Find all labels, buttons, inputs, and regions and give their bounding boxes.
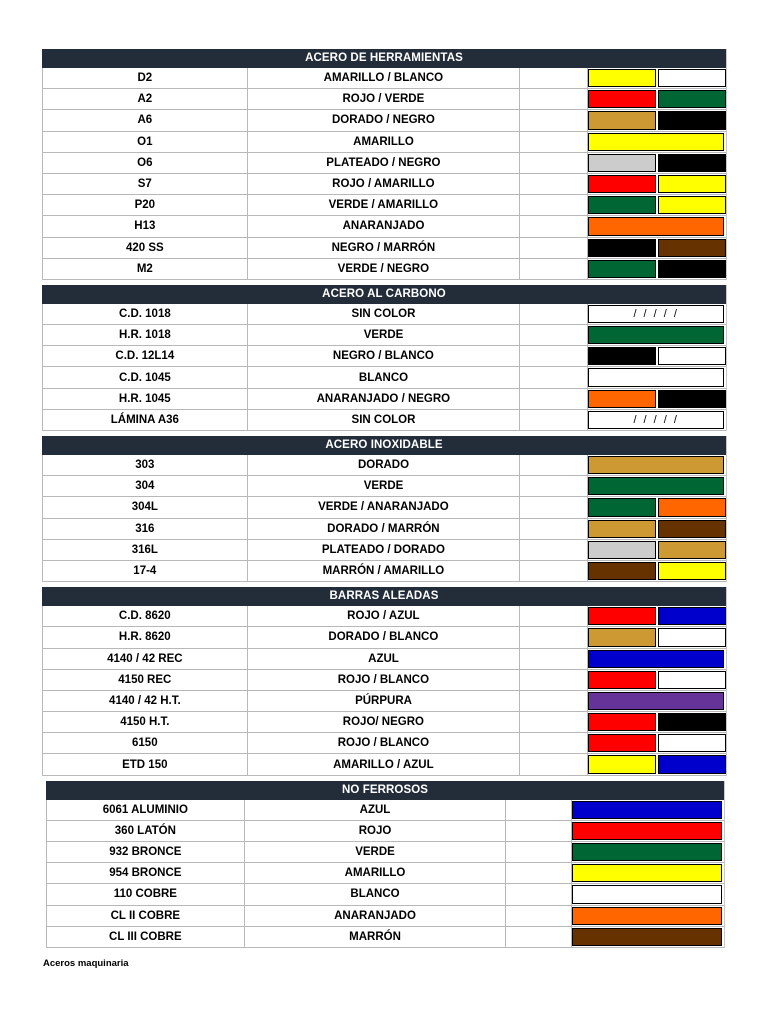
- grade-cell: 932 BRONCE: [46, 842, 244, 862]
- color-swatch: [588, 90, 656, 108]
- color-label-cell: PLATEADO / NEGRO: [247, 153, 520, 173]
- grade-cell: A6: [42, 110, 247, 130]
- grade-cell: 420 SS: [42, 238, 247, 258]
- grade-cell: H.R. 8620: [42, 627, 247, 647]
- swatch-cell: [587, 540, 726, 560]
- table-row: [42, 627, 726, 648]
- blank-cell: [519, 540, 587, 560]
- blank-cell: [519, 649, 587, 669]
- blank-cell: [519, 754, 587, 774]
- blank-cell: [505, 927, 571, 947]
- table-row: [42, 216, 726, 237]
- color-swatch: [588, 456, 724, 474]
- blank-cell: [505, 821, 571, 841]
- grade-cell: O1: [42, 132, 247, 152]
- color-swatch: [588, 498, 656, 516]
- swatch-cell: [587, 649, 726, 669]
- color-swatch: [588, 671, 656, 689]
- color-label-cell: DORADO: [247, 455, 520, 475]
- color-label-cell: AMARILLO: [244, 863, 506, 883]
- blank-cell: [505, 800, 571, 820]
- swatch-cell: [587, 259, 726, 279]
- color-swatch: [658, 520, 726, 538]
- color-label-cell: PLATEADO / DORADO: [247, 540, 520, 560]
- color-label-cell: ROJO / AZUL: [247, 606, 520, 626]
- color-label-cell: MARRÓN / AMARILLO: [247, 561, 520, 581]
- color-label-cell: ANARANJADO: [244, 906, 506, 926]
- grade-cell: CL III COBRE: [46, 927, 244, 947]
- swatch-cell: [587, 325, 726, 345]
- color-label-cell: DORADO / BLANCO: [247, 627, 520, 647]
- grade-cell: 4140 / 42 H.T.: [42, 691, 247, 711]
- blank-cell: [519, 455, 587, 475]
- color-swatch: [572, 864, 722, 882]
- grade-cell: H.R. 1045: [42, 389, 247, 409]
- section-acero-al-carbono: [42, 285, 727, 431]
- table-row: [42, 238, 726, 259]
- color-swatch: [658, 755, 726, 773]
- blank-cell: [519, 476, 587, 496]
- color-label-cell: VERDE: [247, 476, 520, 496]
- color-label-cell: VERDE: [247, 325, 520, 345]
- color-label-cell: ROJO / VERDE: [247, 89, 520, 109]
- blank-cell: [505, 906, 571, 926]
- blank-cell: [519, 89, 587, 109]
- table-row: [42, 304, 726, 325]
- table-row: [46, 842, 724, 863]
- color-swatch: [588, 368, 724, 386]
- color-swatch: [658, 541, 726, 559]
- color-label-cell: MARRÓN: [244, 927, 506, 947]
- table-row: [42, 346, 726, 367]
- color-swatch: [588, 562, 656, 580]
- blank-cell: [519, 561, 587, 581]
- swatch-cell: [587, 476, 726, 496]
- color-swatch: [658, 713, 726, 731]
- footer-caption: Aceros maquinaria: [43, 958, 129, 969]
- blank-cell: [519, 670, 587, 690]
- swatch-cell: [587, 304, 726, 324]
- section-barras-aleadas: [42, 587, 727, 776]
- color-label-cell: ROJO / AMARILLO: [247, 174, 520, 194]
- color-swatch: [588, 628, 656, 646]
- color-label-cell: AZUL: [247, 649, 520, 669]
- table-row: [42, 649, 726, 670]
- swatch-cell: [587, 174, 726, 194]
- grade-cell: LÁMINA A36: [42, 410, 247, 430]
- color-label-cell: ANARANJADO: [247, 216, 520, 236]
- blank-cell: [519, 174, 587, 194]
- table-row: [42, 367, 726, 388]
- color-swatch: [588, 326, 724, 344]
- color-label-cell: AMARILLO: [247, 132, 520, 152]
- swatch-cell: [571, 842, 724, 862]
- color-label-cell: DORADO / NEGRO: [247, 110, 520, 130]
- table-row: [46, 906, 724, 927]
- grade-cell: 6061 ALUMINIO: [46, 800, 244, 820]
- blank-cell: [519, 497, 587, 517]
- swatch-cell: [587, 132, 726, 152]
- color-swatch: [658, 628, 726, 646]
- blank-cell: [519, 304, 587, 324]
- grade-cell: M2: [42, 259, 247, 279]
- table-row: [42, 259, 726, 280]
- swatch-cell: [587, 110, 726, 130]
- blank-cell: [519, 389, 587, 409]
- swatch-cell: [587, 691, 726, 711]
- color-swatch: [658, 562, 726, 580]
- color-swatch: [588, 69, 656, 87]
- grade-cell: 304L: [42, 497, 247, 517]
- blank-cell: [519, 712, 587, 732]
- color-swatch: [658, 90, 726, 108]
- section-header: BARRAS ALEADAS: [42, 587, 726, 606]
- color-label-cell: AMARILLO / AZUL: [247, 754, 520, 774]
- grade-cell: 316: [42, 519, 247, 539]
- grade-cell: C.D. 8620: [42, 606, 247, 626]
- blank-cell: [519, 691, 587, 711]
- table-row: [46, 927, 724, 948]
- color-label-cell: ROJO / BLANCO: [247, 733, 520, 753]
- swatch-cell: [571, 800, 724, 820]
- color-swatch: [658, 260, 726, 278]
- table-row: [46, 821, 724, 842]
- swatch-cell: [587, 497, 726, 517]
- table-row: [42, 89, 726, 110]
- grade-cell: 6150: [42, 733, 247, 753]
- color-label-cell: VERDE / AMARILLO: [247, 195, 520, 215]
- color-swatch: [588, 217, 724, 235]
- color-swatch: [572, 928, 722, 946]
- table-row: [42, 497, 726, 518]
- grade-cell: 4150 H.T.: [42, 712, 247, 732]
- swatch-cell: [587, 410, 726, 430]
- blank-cell: [505, 884, 571, 904]
- grade-cell: 4140 / 42 REC: [42, 649, 247, 669]
- grade-cell: ETD 150: [42, 754, 247, 774]
- grade-cell: CL II COBRE: [46, 906, 244, 926]
- color-code-table: [42, 49, 726, 953]
- color-label-cell: DORADO / MARRÓN: [247, 519, 520, 539]
- color-label-cell: VERDE / NEGRO: [247, 259, 520, 279]
- color-swatch: [572, 843, 722, 861]
- table-row: [42, 561, 726, 582]
- swatch-cell: [571, 906, 724, 926]
- table-row: [42, 153, 726, 174]
- color-label-cell: ANARANJADO / NEGRO: [247, 389, 520, 409]
- blank-cell: [505, 842, 571, 862]
- table-row: [42, 476, 726, 497]
- swatch-cell: [587, 238, 726, 258]
- grade-cell: H.R. 1018: [42, 325, 247, 345]
- table-row: [42, 455, 726, 476]
- table-row: [42, 733, 726, 754]
- color-swatch: [588, 755, 656, 773]
- color-swatch: [658, 498, 726, 516]
- blank-cell: [519, 216, 587, 236]
- grade-cell: P20: [42, 195, 247, 215]
- grade-cell: H13: [42, 216, 247, 236]
- color-label-cell: SIN COLOR: [247, 410, 520, 430]
- swatch-cell: [587, 455, 726, 475]
- grade-cell: O6: [42, 153, 247, 173]
- table-row: [42, 606, 726, 627]
- color-label-cell: ROJO/ NEGRO: [247, 712, 520, 732]
- table-row: [42, 389, 726, 410]
- swatch-cell: [587, 195, 726, 215]
- grade-cell: 17-4: [42, 561, 247, 581]
- grade-cell: C.D. 12L14: [42, 346, 247, 366]
- section-acero-de-herramientas: [42, 49, 727, 280]
- swatch-cell: [587, 712, 726, 732]
- table-row: [46, 884, 724, 905]
- blank-cell: [519, 195, 587, 215]
- section-header: NO FERROSOS: [46, 781, 724, 800]
- table-row: [42, 174, 726, 195]
- swatch-cell: [587, 68, 726, 88]
- swatch-cell: [587, 519, 726, 539]
- color-swatch: [658, 347, 726, 365]
- color-swatch: [588, 154, 656, 172]
- color-swatch: [588, 390, 656, 408]
- blank-cell: [519, 153, 587, 173]
- color-swatch: [588, 111, 656, 129]
- table-row: [46, 863, 724, 884]
- blank-cell: [519, 410, 587, 430]
- color-swatch: [658, 175, 726, 193]
- blank-cell: [519, 733, 587, 753]
- table-row: [42, 754, 726, 775]
- section-header: ACERO AL CARBONO: [42, 285, 726, 304]
- swatch-cell: [571, 821, 724, 841]
- swatch-cell: [587, 733, 726, 753]
- section-no-ferrosos: [46, 781, 725, 948]
- color-label-cell: PÚRPURA: [247, 691, 520, 711]
- color-label-cell: ROJO: [244, 821, 506, 841]
- color-swatch: [588, 541, 656, 559]
- color-swatch: [588, 692, 724, 710]
- color-label-cell: AMARILLO / BLANCO: [247, 68, 520, 88]
- swatch-cell: [571, 884, 724, 904]
- section-header: ACERO DE HERRAMIENTAS: [42, 49, 726, 68]
- grade-cell: 4150 REC: [42, 670, 247, 690]
- blank-cell: [519, 238, 587, 258]
- color-swatch: [572, 801, 722, 819]
- table-row: [42, 670, 726, 691]
- blank-cell: [519, 132, 587, 152]
- table-row: [42, 68, 726, 89]
- grade-cell: C.D. 1045: [42, 367, 247, 387]
- swatch-cell: [571, 863, 724, 883]
- color-swatch: [588, 477, 724, 495]
- color-swatch: [572, 907, 722, 925]
- table-row: [46, 800, 724, 821]
- color-label-cell: SIN COLOR: [247, 304, 520, 324]
- swatch-cell: [587, 754, 726, 774]
- color-swatch: [588, 347, 656, 365]
- grade-cell: S7: [42, 174, 247, 194]
- color-swatch: [658, 196, 726, 214]
- table-row: [42, 410, 726, 431]
- swatch-cell: [587, 561, 726, 581]
- grade-cell: 316L: [42, 540, 247, 560]
- blank-cell: [519, 325, 587, 345]
- color-swatch: [658, 390, 726, 408]
- table-row: [42, 712, 726, 733]
- grade-cell: D2: [42, 68, 247, 88]
- swatch-cell: [587, 153, 726, 173]
- swatch-cell: [587, 346, 726, 366]
- color-swatch: [658, 671, 726, 689]
- color-swatch: / / / / /: [588, 305, 724, 323]
- color-swatch: [588, 175, 656, 193]
- blank-cell: [519, 259, 587, 279]
- color-swatch: [658, 154, 726, 172]
- swatch-cell: [587, 367, 726, 387]
- grade-cell: 304: [42, 476, 247, 496]
- grade-cell: 360 LATÓN: [46, 821, 244, 841]
- table-row: [42, 132, 726, 153]
- swatch-cell: [571, 927, 724, 947]
- table-row: [42, 325, 726, 346]
- blank-cell: [519, 68, 587, 88]
- swatch-cell: [587, 670, 726, 690]
- color-label-cell: VERDE: [244, 842, 506, 862]
- color-label-cell: AZUL: [244, 800, 506, 820]
- swatch-cell: [587, 216, 726, 236]
- color-swatch: [658, 69, 726, 87]
- color-swatch: [658, 111, 726, 129]
- color-label-cell: VERDE / ANARANJADO: [247, 497, 520, 517]
- table-row: [42, 691, 726, 712]
- color-swatch: [588, 734, 656, 752]
- blank-cell: [519, 367, 587, 387]
- blank-cell: [519, 606, 587, 626]
- grade-cell: A2: [42, 89, 247, 109]
- color-swatch: [658, 734, 726, 752]
- section-header: ACERO INOXIDABLE: [42, 436, 726, 455]
- table-row: [42, 540, 726, 561]
- grade-cell: 110 COBRE: [46, 884, 244, 904]
- table-row: [42, 110, 726, 131]
- table-row: [42, 195, 726, 216]
- color-swatch: [588, 520, 656, 538]
- color-label-cell: NEGRO / BLANCO: [247, 346, 520, 366]
- blank-cell: [519, 519, 587, 539]
- swatch-cell: [587, 89, 726, 109]
- section-acero-inoxidable: [42, 436, 727, 582]
- color-swatch: [572, 885, 722, 903]
- color-label-cell: BLANCO: [247, 367, 520, 387]
- blank-cell: [519, 627, 587, 647]
- color-swatch: [588, 260, 656, 278]
- color-swatch: [588, 133, 724, 151]
- grade-cell: C.D. 1018: [42, 304, 247, 324]
- color-swatch: [588, 650, 724, 668]
- blank-cell: [505, 863, 571, 883]
- color-swatch: / / / / /: [588, 411, 724, 429]
- table-row: [42, 519, 726, 540]
- color-swatch: [588, 196, 656, 214]
- color-swatch: [588, 239, 656, 257]
- blank-cell: [519, 346, 587, 366]
- color-swatch: [658, 239, 726, 257]
- color-swatch: [658, 607, 726, 625]
- color-swatch: [572, 822, 722, 840]
- grade-cell: 303: [42, 455, 247, 475]
- blank-cell: [519, 110, 587, 130]
- swatch-cell: [587, 606, 726, 626]
- grade-cell: 954 BRONCE: [46, 863, 244, 883]
- color-label-cell: BLANCO: [244, 884, 506, 904]
- color-label-cell: NEGRO / MARRÓN: [247, 238, 520, 258]
- swatch-cell: [587, 627, 726, 647]
- color-swatch: [588, 713, 656, 731]
- color-swatch: [588, 607, 656, 625]
- color-label-cell: ROJO / BLANCO: [247, 670, 520, 690]
- swatch-cell: [587, 389, 726, 409]
